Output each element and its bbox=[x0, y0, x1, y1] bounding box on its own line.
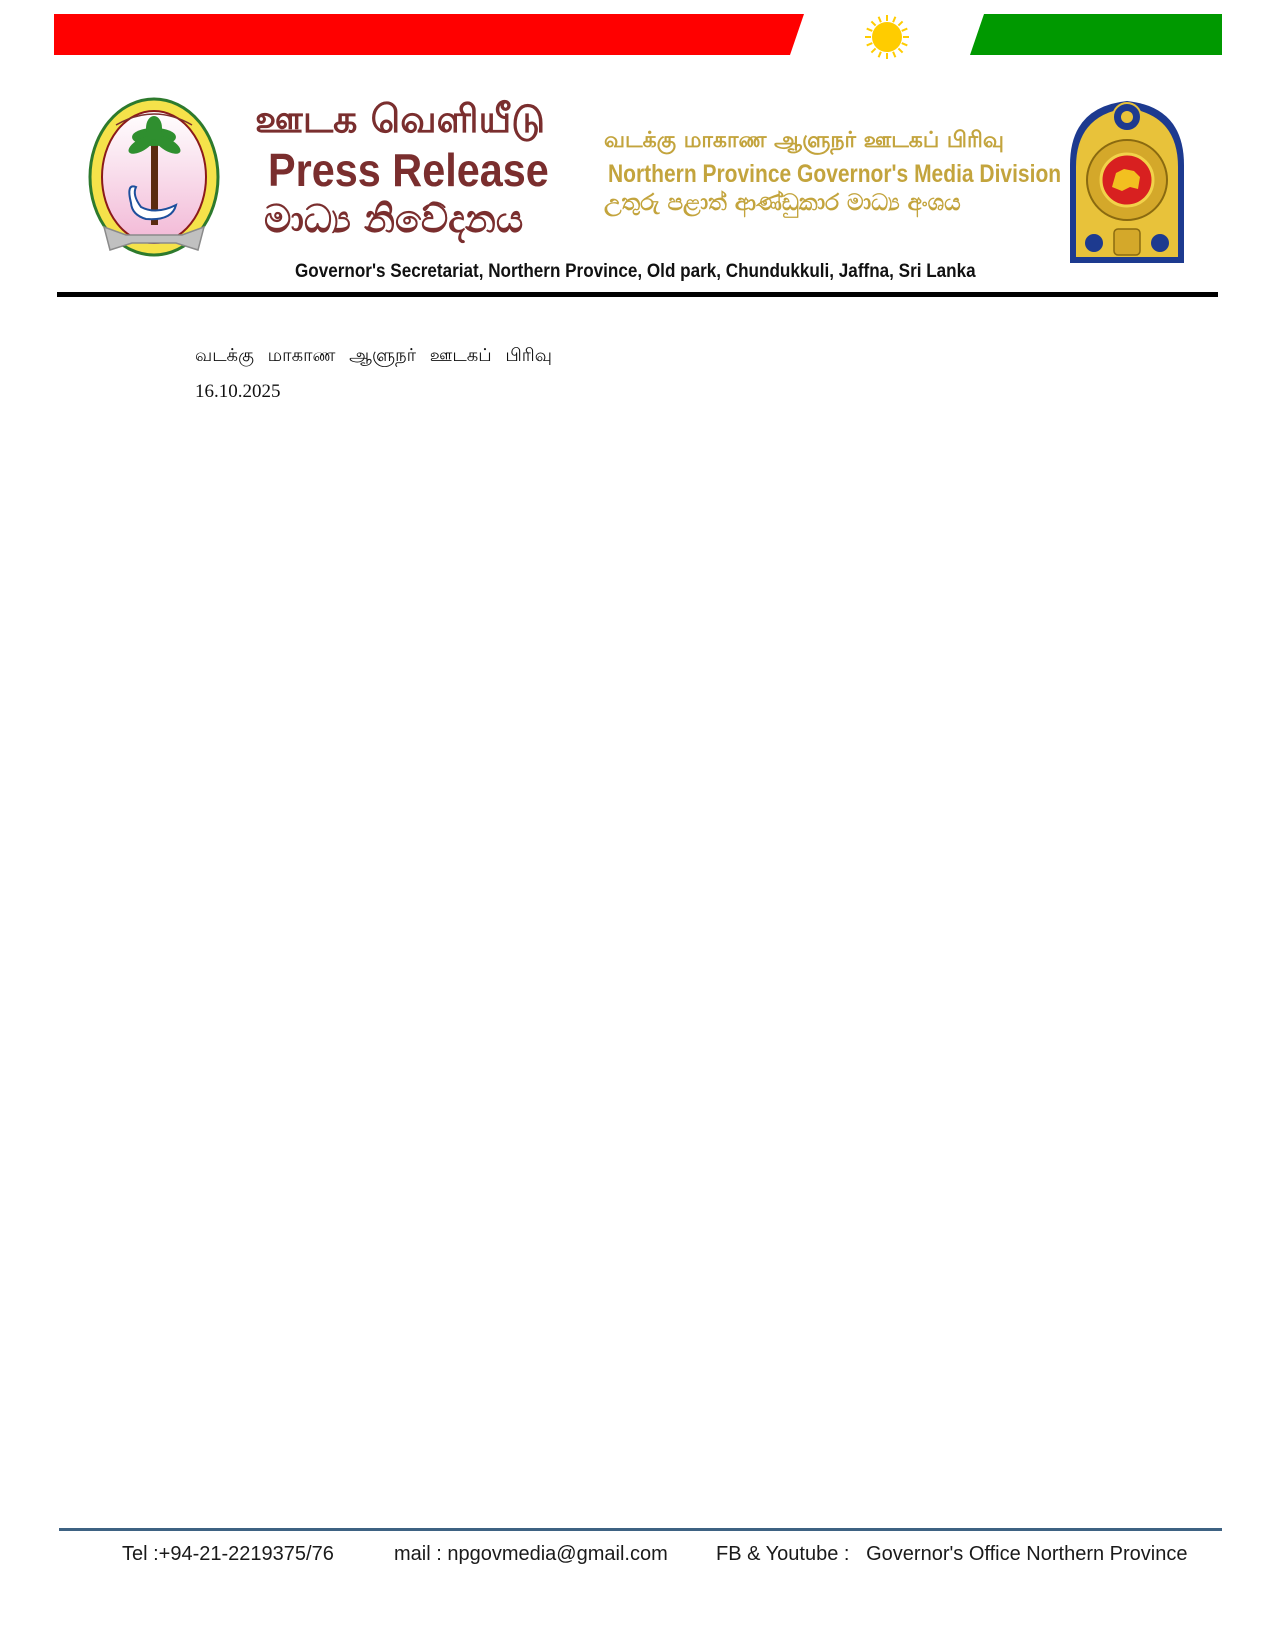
press-release-title-sinhala: මාධ්‍ය නිවේදනය bbox=[264, 197, 524, 241]
media-division-tamil: வடக்கு மாகாண ஆளுநர் ஊடகப் பிரிவு bbox=[604, 128, 1004, 153]
sri-lanka-emblem bbox=[1064, 95, 1190, 270]
office-address: Governor's Secretariat, Northern Province, Old park, Chundukkuli, Jaffna, Sri Lanka bbox=[295, 261, 976, 282]
footer-email: mail : npgovmedia@gmail.com bbox=[394, 1543, 668, 1565]
body-division-line: வடக்கு மாகாண ஆளுநர் ஊடகப் பிரிவு bbox=[195, 345, 552, 366]
media-division-sinhala: උතුරු පළාත් ආණ්ඩුකාර මාධ්‍ය අංශය bbox=[604, 190, 961, 216]
header-divider bbox=[57, 292, 1218, 297]
release-date: 16.10.2025 bbox=[195, 381, 281, 402]
media-division-english: Northern Province Governor's Media Division bbox=[608, 160, 1062, 188]
sun-icon bbox=[864, 14, 910, 60]
footer-social: FB & Youtube : Governor's Office Northern Province bbox=[716, 1543, 1188, 1565]
press-release-title-tamil: ஊடக வெளியீடு bbox=[255, 97, 546, 141]
press-release-title-english: Press Release bbox=[268, 144, 549, 196]
footer-telephone: Tel :+94-21-2219375/76 bbox=[122, 1543, 334, 1565]
northern-province-emblem bbox=[86, 95, 222, 267]
header-red-bar bbox=[54, 14, 804, 55]
header-green-bar bbox=[970, 14, 1222, 55]
footer-divider bbox=[59, 1528, 1222, 1531]
